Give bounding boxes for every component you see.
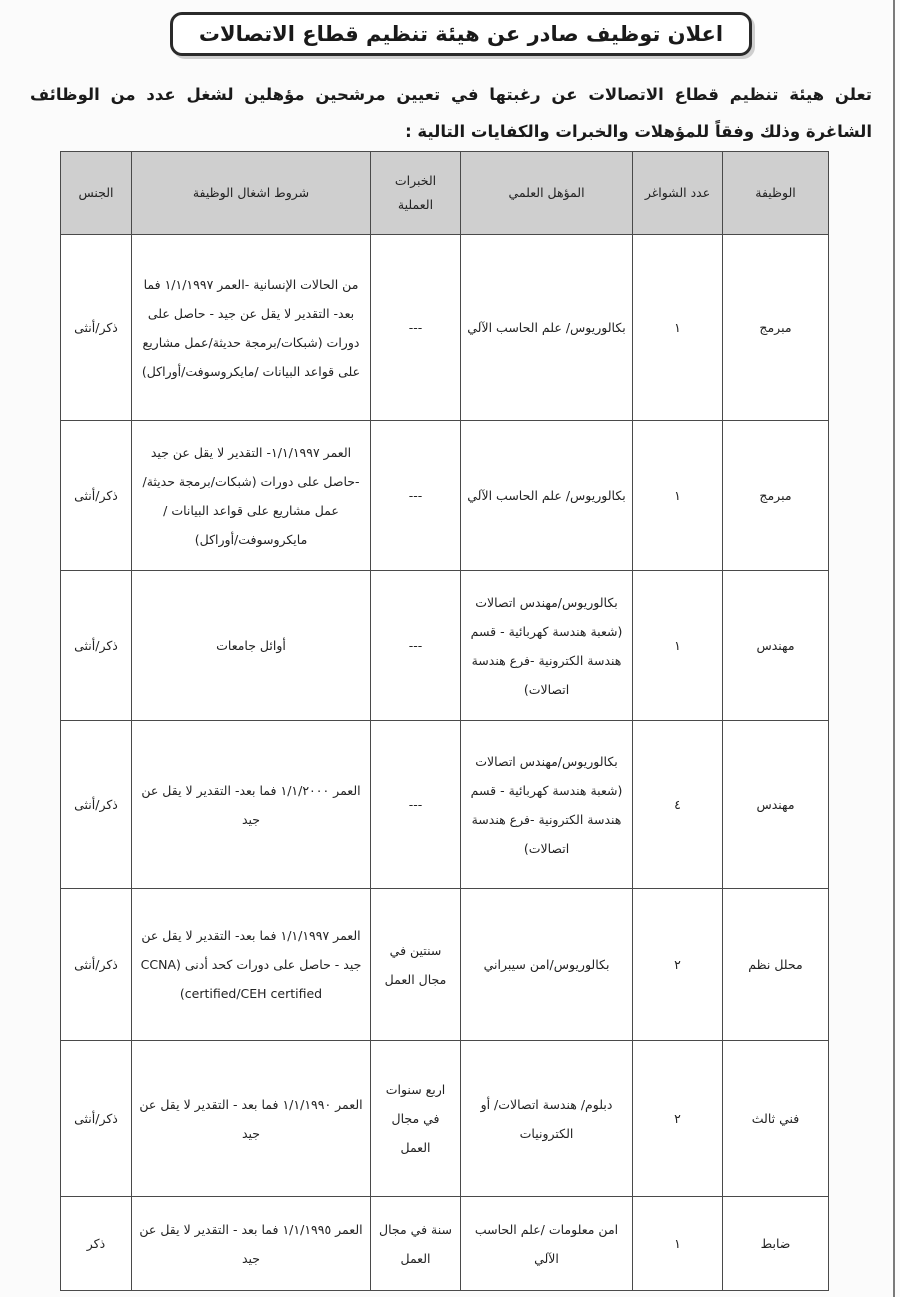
table-row [61, 1197, 829, 1291]
cell-conditions: العمر ١/١/١٩٩٥ فما بعد - التقدير لا يقل عن جيد [132, 1197, 371, 1291]
table-row [61, 1041, 829, 1197]
cell-gender: ذكر/أنثى [61, 235, 132, 421]
cell-conditions: العمر ١/١/٢٠٠٠ فما بعد- التقدير لا يقل عن جيد [132, 721, 371, 889]
cell-count: ١ [633, 235, 723, 421]
cell-conditions: العمر ١/١/١٩٩٠ فما بعد - التقدير لا يقل عن جيد [132, 1041, 371, 1197]
cell-conditions: العمر ١/١/١٩٩٧ فما بعد- التقدير لا يقل عن جيد - حاصل على دورات كحد أدنى (CCNA certified/CEH certified) [132, 889, 371, 1041]
cell-count: ٢ [633, 1041, 723, 1197]
cell-count: ١ [633, 571, 723, 721]
cell-job: مبرمج [723, 235, 829, 421]
table-row [61, 235, 829, 421]
page-edge-line [893, 0, 895, 1297]
cell-job: مبرمج [723, 421, 829, 571]
cell-gender: ذكر/أنثى [61, 421, 132, 571]
cell-gender: ذكر [61, 1197, 132, 1291]
cell-conditions: أوائل جامعات [132, 571, 371, 721]
table-row [61, 421, 829, 571]
announcement-title-box [170, 12, 752, 56]
cell-count: ١ [633, 421, 723, 571]
table-row [61, 889, 829, 1041]
cell-qualification: بكالوريوس/ علم الحاسب الآلي [461, 421, 633, 571]
cell-experience: --- [371, 235, 461, 421]
announcement-intro: تعلن هيئة تنظيم قطاع الاتصالات عن رغبتها في تعيين مرشحين مؤهلين لشغل عدد من الوظائف الشاغرة وذلك وفقاً للمؤهلات والخبرات والكفايات التالية : [30, 85, 872, 141]
cell-conditions: العمر ١/١/١٩٩٧- التقدير لا يقل عن جيد -حاصل على دورات (شبكات/برمجة حديثة/عمل مشاريع على قواعد البيانات /مايكروسوفت/أوراكل) [132, 421, 371, 571]
cell-conditions: من الحالات الإنسانية -العمر ١/١/١٩٩٧ فما بعد- التقدير لا يقل عن جيد - حاصل على دورات (شبكات/برمجة حديثة/عمل مشاريع على قواعد البيانات /مايكروسوفت/أوراكل) [132, 235, 371, 421]
cell-gender: ذكر/أنثى [61, 1041, 132, 1197]
cell-experience: اربع سنوات في مجال العمل [371, 1041, 461, 1197]
cell-count: ١ [633, 1197, 723, 1291]
table-header-row [61, 152, 829, 235]
table-row [61, 721, 829, 889]
header-conditions: شروط اشغال الوظيفة [132, 152, 371, 235]
cell-qualification: دبلوم/ هندسة اتصالات/ أو الكترونيات [461, 1041, 633, 1197]
header-count: عدد الشواغر [633, 152, 723, 235]
cell-qualification: بكالوريوس/امن سيبراني [461, 889, 633, 1041]
cell-job: محلل نظم [723, 889, 829, 1041]
cell-qualification: بكالوريوس/مهندس اتصالات (شعبة هندسة كهربائية - قسم هندسة الكترونية -فرع هندسة اتصالات) [461, 571, 633, 721]
cell-job: ضابط [723, 1197, 829, 1291]
cell-gender: ذكر/أنثى [61, 889, 132, 1041]
cell-qualification: بكالوريوس/ علم الحاسب الآلي [461, 235, 633, 421]
cell-experience: سنة في مجال العمل [371, 1197, 461, 1291]
announcement-title: اعلان توظيف صادر عن هيئة تنظيم قطاع الاتصالات [198, 22, 724, 46]
cell-qualification: امن معلومات /علم الحاسب الآلي [461, 1197, 633, 1291]
cell-qualification: بكالوريوس/مهندس اتصالات (شعبة هندسة كهربائية - قسم هندسة الكترونية -فرع هندسة اتصالات) [461, 721, 633, 889]
cell-experience: سنتين في مجال العمل [371, 889, 461, 1041]
cell-experience: --- [371, 571, 461, 721]
cell-experience: --- [371, 421, 461, 571]
header-job: الوظيفة [723, 152, 829, 235]
header-qualification: المؤهل العلمي [461, 152, 633, 235]
cell-job: مهندس [723, 571, 829, 721]
cell-count: ٤ [633, 721, 723, 889]
cell-count: ٢ [633, 889, 723, 1041]
cell-gender: ذكر/أنثى [61, 571, 132, 721]
table-row [61, 571, 829, 721]
header-gender: الجنس [61, 152, 132, 235]
cell-gender: ذكر/أنثى [61, 721, 132, 889]
header-experience: الخبرات العملية [371, 152, 461, 235]
vacancies-table [60, 151, 829, 1291]
cell-job: فني ثالث [723, 1041, 829, 1197]
cell-job: مهندس [723, 721, 829, 889]
cell-experience: --- [371, 721, 461, 889]
